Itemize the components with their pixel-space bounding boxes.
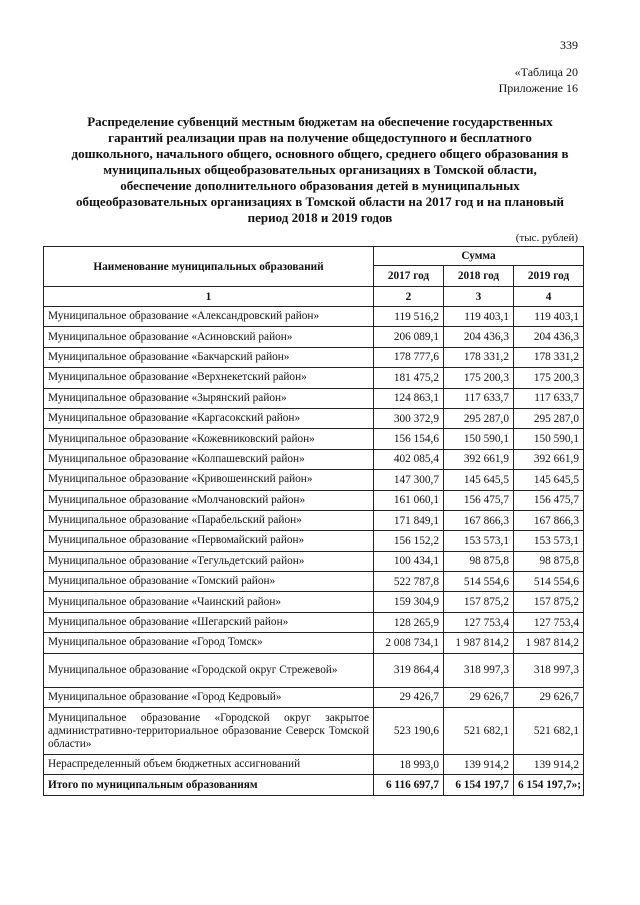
municipality-name: Муниципальное образование «Каргасокский район» (44, 408, 374, 428)
municipality-name: Муниципальное образование «Кожевниковский район» (44, 429, 374, 449)
municipality-name: Муниципальное образование «Городской округ закрытое административно-территориальное образование Северск Томской области» (44, 708, 374, 755)
table-row (44, 347, 584, 367)
value-2017: 119 516,2 (374, 307, 444, 327)
value-2019: 392 661,9 (514, 449, 584, 469)
municipality-name: Муниципальное образование «Александровский район» (44, 307, 374, 327)
value-2019: 175 200,3 (514, 368, 584, 388)
total-2017: 6 116 697,7 (374, 775, 444, 795)
table-number: «Таблица 20 (514, 65, 578, 79)
municipality-name: Муниципальное образование «Асиновский район» (44, 327, 374, 347)
value-2017: 2 008 734,1 (374, 633, 444, 653)
column-number-row (44, 287, 584, 307)
value-2019: 153 573,1 (514, 531, 584, 551)
value-2019: 98 875,8 (514, 551, 584, 571)
value-2019: 1 987 814,2 (514, 633, 584, 653)
table-row (44, 510, 584, 530)
municipality-name: Муниципальное образование «Верхнекетский район» (44, 368, 374, 388)
value-2019: 119 403,1 (514, 307, 584, 327)
value-2018: 1 987 814,2 (444, 633, 514, 653)
table-row (44, 687, 584, 707)
table-row (44, 429, 584, 449)
total-2018: 6 154 197,7 (444, 775, 514, 795)
value-2018: 127 753,4 (444, 612, 514, 632)
column-number: 3 (444, 287, 514, 307)
value-2018: 175 200,3 (444, 368, 514, 388)
municipality-name: Муниципальное образование «Парабельский район» (44, 510, 374, 530)
municipality-name: Муниципальное образование «Бакчарский район» (44, 347, 374, 367)
value-2019: 318 997,3 (514, 653, 584, 687)
municipality-name: Муниципальное образование «Зырянский район» (44, 388, 374, 408)
value-2017: 161 060,1 (374, 490, 444, 510)
table-row (44, 388, 584, 408)
value-2017: 178 777,6 (374, 347, 444, 367)
municipality-name: Муниципальное образование «Чаинский район» (44, 592, 374, 612)
value-2018: 139 914,2 (444, 755, 514, 775)
value-2018: 119 403,1 (444, 307, 514, 327)
value-2019: 156 475,7 (514, 490, 584, 510)
table-row (44, 307, 584, 327)
value-2017: 18 993,0 (374, 755, 444, 775)
value-2018: 178 331,2 (444, 347, 514, 367)
value-2017: 29 426,7 (374, 687, 444, 707)
value-2018: 157 875,2 (444, 592, 514, 612)
table-row (44, 592, 584, 612)
value-2018: 150 590,1 (444, 429, 514, 449)
column-header-sum: Сумма (374, 247, 584, 266)
municipality-name: Муниципальное образование «Молчановский район» (44, 490, 374, 510)
value-2018: 392 661,9 (444, 449, 514, 469)
value-2019: 514 554,6 (514, 572, 584, 592)
table-body (44, 287, 584, 796)
value-2019: 521 682,1 (514, 708, 584, 755)
value-2017: 156 154,6 (374, 429, 444, 449)
column-header-2017: 2017 год (374, 266, 444, 287)
municipality-name: Нераспределенный объем бюджетных ассигнований (44, 755, 374, 775)
value-2019: 204 436,3 (514, 327, 584, 347)
municipality-name: Муниципальное образование «Город Томск» (44, 633, 374, 653)
value-2018: 167 866,3 (444, 510, 514, 530)
value-2017: 319 864,4 (374, 653, 444, 687)
value-2017: 523 190,6 (374, 708, 444, 755)
value-2017: 300 372,9 (374, 408, 444, 428)
value-2019: 145 645,5 (514, 470, 584, 490)
table-row (44, 612, 584, 632)
value-2018: 204 436,3 (444, 327, 514, 347)
table-row (44, 490, 584, 510)
value-2017: 128 265,9 (374, 612, 444, 632)
value-2019: 29 626,7 (514, 687, 584, 707)
value-2017: 159 304,9 (374, 592, 444, 612)
document-title: Распределение субвенций местным бюджетам на обеспечение государственных гарантий реализации прав на получение общедоступного и бесплатного дошкольного, начального общего, основного общего, среднего общего образования в муниципальных общеобразовательных организациях в Томской области, обеспечение дополнительного образования детей в муниципальных общеобразовательных организациях в Томской области на 2017 год и на плановый период 2018 и 2019 годов (71, 114, 569, 225)
value-2017: 402 085,4 (374, 449, 444, 469)
value-2019: 295 287,0 (514, 408, 584, 428)
total-2019: 6 154 197,7»; (514, 775, 584, 795)
value-2019: 150 590,1 (514, 429, 584, 449)
table-row (44, 551, 584, 571)
value-2018: 318 997,3 (444, 653, 514, 687)
value-2019: 178 331,2 (514, 347, 584, 367)
table-row (44, 531, 584, 551)
value-2018: 156 475,7 (444, 490, 514, 510)
total-row (44, 775, 584, 795)
subvention-table (43, 246, 584, 796)
value-2017: 206 089,1 (374, 327, 444, 347)
units-note: (тыс. рублей) (515, 232, 578, 244)
municipality-name: Муниципальное образование «Колпашевский район» (44, 449, 374, 469)
value-2018: 153 573,1 (444, 531, 514, 551)
municipality-name: Муниципальное образование «Первомайский район» (44, 531, 374, 551)
table-row (44, 653, 584, 687)
appendix-number: Приложение 16 (498, 81, 578, 95)
table-row (44, 408, 584, 428)
table-row (44, 708, 584, 755)
municipality-name: Муниципальное образование «Кривошеинский район» (44, 470, 374, 490)
page-number: 339 (560, 38, 578, 52)
total-label: Итого по муниципальным образованиям (44, 775, 374, 795)
column-number: 1 (44, 287, 374, 307)
value-2017: 100 434,1 (374, 551, 444, 571)
value-2018: 514 554,6 (444, 572, 514, 592)
column-header-name: Наименование муниципальных образований (44, 247, 374, 287)
table-row (44, 755, 584, 775)
municipality-name: Муниципальное образование «Томский район» (44, 572, 374, 592)
municipality-name: Муниципальное образование «Город Кедровый» (44, 687, 374, 707)
table-reference (499, 64, 578, 96)
table-row (44, 449, 584, 469)
value-2019: 127 753,4 (514, 612, 584, 632)
municipality-name: Муниципальное образование «Тегульдетский район» (44, 551, 374, 571)
value-2018: 98 875,8 (444, 551, 514, 571)
value-2019: 139 914,2 (514, 755, 584, 775)
table-row (44, 470, 584, 490)
value-2017: 181 475,2 (374, 368, 444, 388)
table-row (44, 368, 584, 388)
value-2017: 522 787,8 (374, 572, 444, 592)
value-2018: 295 287,0 (444, 408, 514, 428)
municipality-name: Муниципальное образование «Городской округ Стрежевой» (44, 653, 374, 687)
municipality-name: Муниципальное образование «Шегарский район» (44, 612, 374, 632)
column-header-2018: 2018 год (444, 266, 514, 287)
column-number: 4 (514, 287, 584, 307)
value-2017: 124 863,1 (374, 388, 444, 408)
value-2017: 156 152,2 (374, 531, 444, 551)
column-number: 2 (374, 287, 444, 307)
value-2018: 117 633,7 (444, 388, 514, 408)
value-2019: 157 875,2 (514, 592, 584, 612)
column-header-2019: 2019 год (514, 266, 584, 287)
value-2018: 29 626,7 (444, 687, 514, 707)
value-2018: 145 645,5 (444, 470, 514, 490)
value-2018: 521 682,1 (444, 708, 514, 755)
table-row (44, 327, 584, 347)
value-2017: 171 849,1 (374, 510, 444, 530)
table-row (44, 572, 584, 592)
value-2019: 117 633,7 (514, 388, 584, 408)
table-row (44, 633, 584, 653)
value-2017: 147 300,7 (374, 470, 444, 490)
value-2019: 167 866,3 (514, 510, 584, 530)
